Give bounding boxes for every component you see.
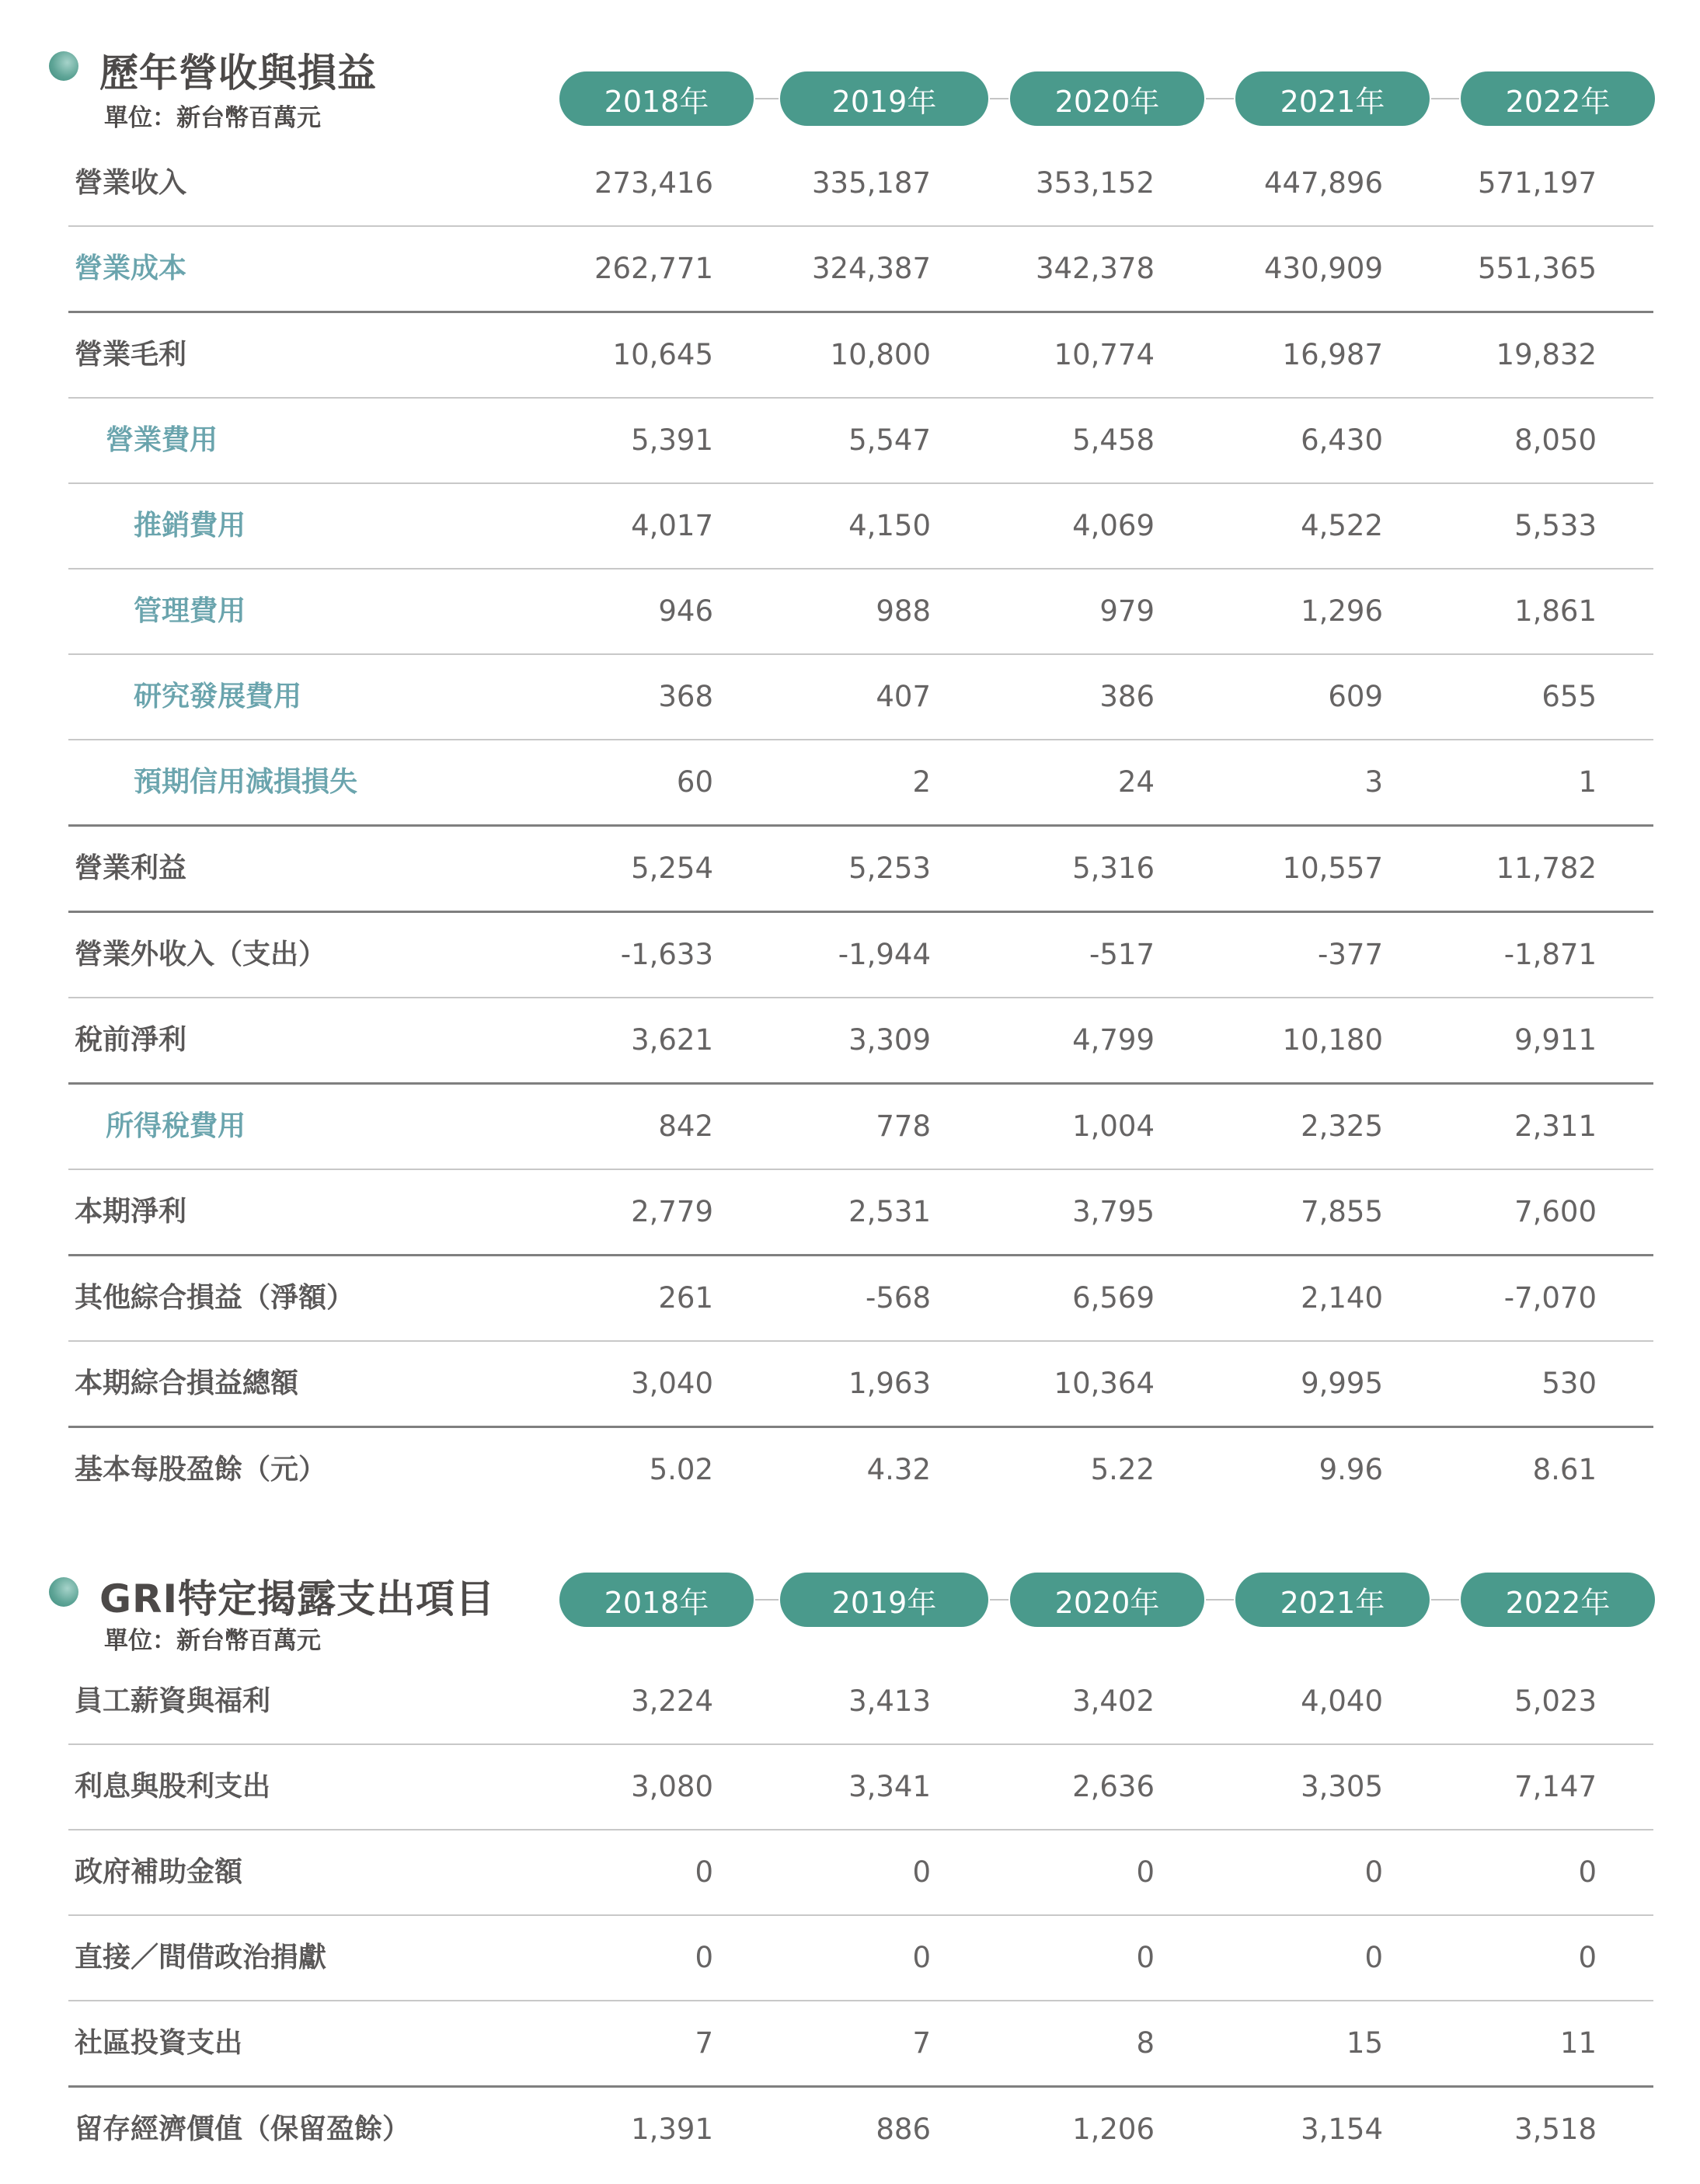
table-row: [68, 913, 1653, 998]
cell-2019: 2: [912, 765, 931, 799]
table-row: [68, 570, 1653, 655]
year-header: [559, 1573, 1655, 1627]
cell-2019: 886: [876, 2113, 931, 2146]
cell-2021: 6,430: [1301, 423, 1383, 457]
cell-2021: 9.96: [1319, 1453, 1383, 1486]
cell-2019: 988: [876, 594, 931, 628]
row-label: 營業利益: [75, 852, 187, 884]
cell-2021: 3: [1364, 765, 1383, 799]
cell-2019: 3,413: [848, 1684, 931, 1718]
cell-2021: 16,987: [1282, 338, 1383, 371]
row-label: 營業收入: [75, 167, 187, 199]
cell-2022: 5,533: [1514, 509, 1597, 542]
cell-2020: 3,402: [1072, 1684, 1155, 1718]
cell-2020: 4,069: [1072, 509, 1155, 542]
cell-2020: 5.22: [1090, 1453, 1155, 1486]
cell-2019: 0: [912, 1855, 931, 1889]
cell-2019: -1,944: [838, 938, 931, 971]
row-label: 留存經濟價值（保留盈餘）: [75, 2113, 411, 2145]
cell-2020: 0: [1136, 1855, 1155, 1889]
row-label: 員工薪資與福利: [75, 1685, 271, 1717]
cell-2022: 9,911: [1514, 1023, 1597, 1057]
cell-2018: 3,621: [631, 1023, 713, 1057]
cell-2020: 6,569: [1072, 1281, 1155, 1315]
cell-2019: 3,309: [848, 1023, 931, 1057]
cell-2019: 407: [876, 680, 931, 713]
cell-2022: 7,600: [1514, 1195, 1597, 1228]
cell-2020: 3,795: [1072, 1195, 1155, 1228]
cell-2022: 19,832: [1496, 338, 1597, 371]
cell-2022: 11: [1559, 2026, 1597, 2060]
table-row: [68, 827, 1653, 913]
table-row: [68, 2088, 1653, 2172]
cell-2018: 1,391: [631, 2113, 713, 2146]
cell-2022: 11,782: [1496, 852, 1597, 885]
table-row: [68, 998, 1653, 1085]
row-label: 稅前淨利: [75, 1024, 187, 1056]
cell-2018: 261: [658, 1281, 713, 1315]
row-label: 營業成本: [75, 253, 187, 284]
cell-2022: -7,070: [1503, 1281, 1597, 1315]
cell-2019: 5,547: [848, 423, 931, 457]
cell-2022: 551,365: [1477, 252, 1597, 285]
cell-2020: 1,206: [1072, 2113, 1155, 2146]
cell-2020: 0: [1136, 1941, 1155, 1974]
table-row: [68, 1256, 1653, 1342]
cell-2021: 0: [1364, 1855, 1383, 1889]
cell-2022: 5,023: [1514, 1684, 1597, 1718]
row-label: 政府補助金額: [75, 1856, 243, 1888]
row-label: 推銷費用: [134, 510, 246, 542]
cell-2021: 4,522: [1301, 509, 1383, 542]
cell-2018: 5,391: [631, 423, 713, 457]
cell-2022: 2,311: [1514, 1109, 1597, 1143]
section-title: 歷年營收與損益: [99, 51, 377, 96]
cell-2018: 262,771: [594, 252, 713, 285]
table-row: [68, 484, 1653, 570]
table-row: [68, 141, 1653, 227]
cell-2018: 946: [658, 594, 713, 628]
row-label: 直接／間借政治捐獻: [75, 1942, 327, 1973]
cell-2020: 979: [1099, 594, 1155, 628]
year-pill-2019: 2019年: [780, 1573, 988, 1627]
table-row: [68, 227, 1653, 313]
cell-2021: -377: [1318, 938, 1383, 971]
cell-2020: 353,152: [1035, 166, 1155, 200]
cell-2020: 24: [1117, 765, 1155, 799]
cell-2021: 2,140: [1301, 1281, 1383, 1315]
cell-2019: 0: [912, 1941, 931, 1974]
cell-2018: 3,080: [631, 1770, 713, 1803]
cell-2021: 447,896: [1263, 166, 1383, 200]
table-row: [68, 740, 1653, 827]
row-label: 營業毛利: [75, 339, 187, 371]
gri-table: [68, 1660, 1653, 2172]
cell-2018: -1,633: [620, 938, 713, 971]
table-row: [68, 313, 1653, 399]
row-label: 預期信用減損損失: [134, 766, 358, 798]
cell-2019: 10,800: [830, 338, 931, 371]
cell-2020: 8: [1136, 2026, 1155, 2060]
year-pill-2022: 2022年: [1461, 71, 1655, 126]
row-label: 研究發展費用: [134, 681, 302, 712]
cell-2020: 10,774: [1054, 338, 1155, 371]
cell-2018: 10,645: [612, 338, 713, 371]
cell-2021: 2,325: [1301, 1109, 1383, 1143]
cell-2021: 430,909: [1263, 252, 1383, 285]
year-pill-2021: 2021年: [1235, 1573, 1430, 1627]
section-title: GRI特定揭露支出項目: [99, 1576, 496, 1621]
bullet-dot-icon: [49, 1577, 78, 1607]
table-row: [68, 1170, 1653, 1256]
cell-2020: 10,364: [1054, 1367, 1155, 1400]
cell-2019: 1,963: [848, 1367, 931, 1400]
cell-2021: 7,855: [1301, 1195, 1383, 1228]
cell-2019: 4.32: [866, 1453, 931, 1486]
cell-2022: 1: [1578, 765, 1597, 799]
year-pill-2022: 2022年: [1461, 1573, 1655, 1627]
cell-2022: 571,197: [1477, 166, 1597, 200]
cell-2018: 7: [695, 2026, 713, 2060]
year-header: [559, 71, 1655, 126]
cell-2022: 655: [1541, 680, 1597, 713]
table-row: [68, 1660, 1653, 1745]
cell-2019: 7: [912, 2026, 931, 2060]
cell-2022: 1,861: [1514, 594, 1597, 628]
cell-2021: 0: [1364, 1941, 1383, 1974]
cell-2022: 3,518: [1514, 2113, 1597, 2146]
cell-2020: 342,378: [1035, 252, 1155, 285]
row-label: 利息與股利支出: [75, 1771, 271, 1803]
cell-2021: 4,040: [1301, 1684, 1383, 1718]
cell-2020: 2,636: [1072, 1770, 1155, 1803]
cell-2020: -517: [1089, 938, 1155, 971]
cell-2018: 60: [676, 765, 713, 799]
cell-2018: 3,040: [631, 1367, 713, 1400]
cell-2021: 3,154: [1301, 2113, 1383, 2146]
cell-2020: 1,004: [1072, 1109, 1155, 1143]
table-row: [68, 399, 1653, 484]
cell-2019: 3,341: [848, 1770, 931, 1803]
table-row: [68, 1745, 1653, 1830]
cell-2022: 0: [1578, 1855, 1597, 1889]
row-label: 本期綜合損益總額: [75, 1367, 299, 1399]
year-pill-2018: 2018年: [559, 71, 754, 126]
cell-2020: 386: [1099, 680, 1155, 713]
cell-2018: 4,017: [631, 509, 713, 542]
cell-2022: 8.61: [1532, 1453, 1597, 1486]
table-row: [68, 1916, 1653, 2001]
cell-2018: 368: [658, 680, 713, 713]
row-label: 營業費用: [106, 424, 218, 456]
cell-2021: 609: [1328, 680, 1383, 713]
cell-2022: 0: [1578, 1941, 1597, 1974]
row-label: 管理費用: [134, 595, 246, 627]
table-row: [68, 1830, 1653, 1916]
table-row: [68, 655, 1653, 740]
cell-2022: 530: [1541, 1367, 1597, 1400]
row-label: 其他綜合損益（淨額）: [75, 1282, 355, 1314]
unit-label: 單位：新台幣百萬元: [104, 1627, 321, 1655]
cell-2019: 324,387: [811, 252, 931, 285]
row-label: 本期淨利: [75, 1196, 187, 1228]
row-label: 營業外收入（支出）: [75, 939, 327, 970]
cell-2019: -568: [866, 1281, 931, 1315]
year-pill-2018: 2018年: [559, 1573, 754, 1627]
row-label: 所得稅費用: [106, 1110, 246, 1142]
row-label: 基本每股盈餘（元）: [75, 1454, 327, 1486]
cell-2019: 2,531: [848, 1195, 931, 1228]
year-pill-2020: 2020年: [1010, 1573, 1204, 1627]
cell-2018: 3,224: [631, 1684, 713, 1718]
cell-2020: 4,799: [1072, 1023, 1155, 1057]
cell-2021: 1,296: [1301, 594, 1383, 628]
cell-2018: 842: [658, 1109, 713, 1143]
year-pill-2021: 2021年: [1235, 71, 1430, 126]
table-row: [68, 1085, 1653, 1170]
cell-2018: 5,254: [631, 852, 713, 885]
year-pill-2019: 2019年: [780, 71, 988, 126]
cell-2019: 778: [876, 1109, 931, 1143]
cell-2018: 2,779: [631, 1195, 713, 1228]
year-pill-2020: 2020年: [1010, 71, 1204, 126]
cell-2022: -1,871: [1503, 938, 1597, 971]
cell-2018: 273,416: [594, 166, 713, 200]
cell-2018: 5.02: [649, 1453, 713, 1486]
cell-2018: 0: [695, 1855, 713, 1889]
cell-2018: 0: [695, 1941, 713, 1974]
cell-2020: 5,316: [1072, 852, 1155, 885]
bullet-dot-icon: [49, 51, 78, 81]
table-row: [68, 1428, 1653, 1512]
cell-2022: 7,147: [1514, 1770, 1597, 1803]
income-table: [68, 141, 1653, 1512]
cell-2021: 10,180: [1282, 1023, 1383, 1057]
cell-2021: 10,557: [1282, 852, 1383, 885]
cell-2022: 8,050: [1514, 423, 1597, 457]
table-row: [68, 2001, 1653, 2088]
cell-2021: 3,305: [1301, 1770, 1383, 1803]
cell-2021: 15: [1346, 2026, 1383, 2060]
cell-2019: 5,253: [848, 852, 931, 885]
cell-2019: 335,187: [811, 166, 931, 200]
row-label: 社區投資支出: [75, 2027, 243, 2059]
cell-2020: 5,458: [1072, 423, 1155, 457]
cell-2021: 9,995: [1301, 1367, 1383, 1400]
table-row: [68, 1342, 1653, 1428]
unit-label: 單位：新台幣百萬元: [104, 104, 321, 132]
cell-2019: 4,150: [848, 509, 931, 542]
